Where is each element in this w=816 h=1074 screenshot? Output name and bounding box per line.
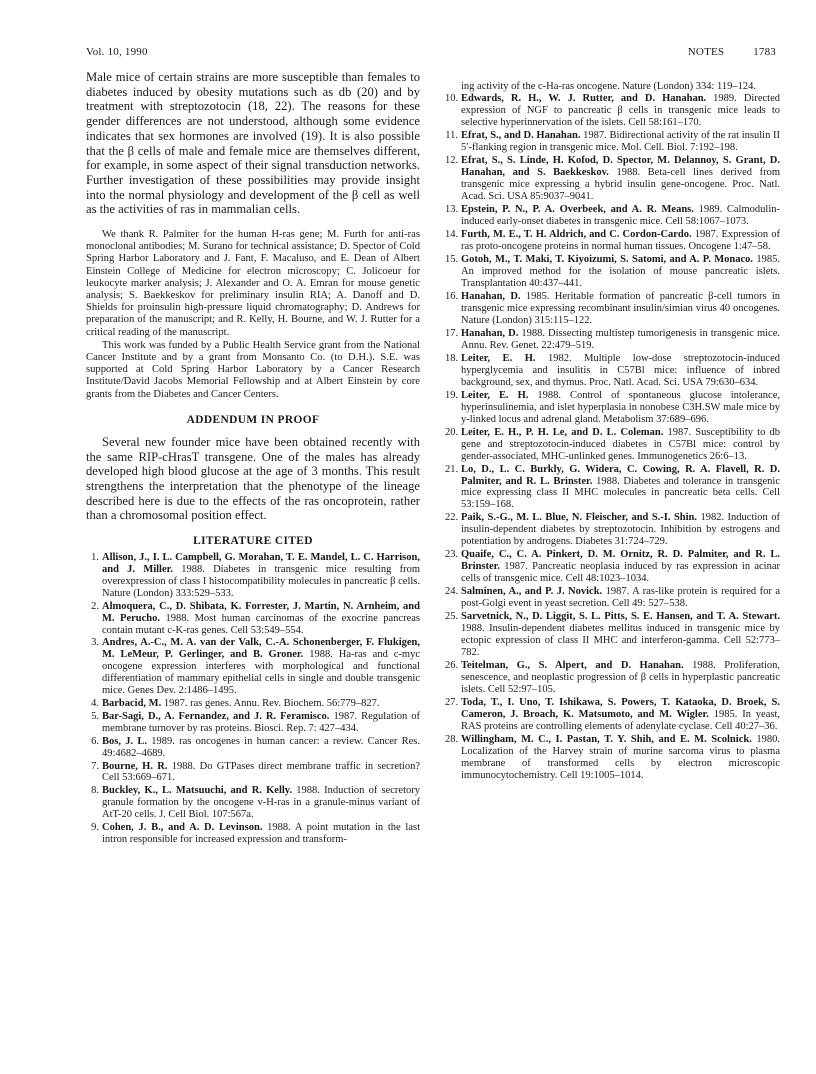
reference-number: 22. [445,512,459,524]
reference-number: 5. [91,710,99,722]
reference-text: 1989. Calmodulin-induced early-onset diabetes in transgenic mice. Cell 58:1067–1073. [461,204,780,228]
reference-text: 1987. Regulation of membrane turnover by ras proteins. Biosci. Rep. 7: 427–434. [102,710,420,734]
reference-item [86,711,420,735]
reference-item [445,586,780,610]
reference-list-left [86,552,420,846]
reference-text: 1982. Multiple low-dose streptozotocin-induced hyperglycemia and insulitis in C57Bl mice: influence of inbred background, sex, and thymus. Proc. Natl. Acad. Sci. USA 79:630–634. [461,352,780,388]
reference-authors: Teitelman, G., S. Alpert, and D. Hanahan. [461,660,684,672]
reference-item [86,552,420,600]
reference-item [86,785,420,821]
reference-item [445,229,780,253]
reference-authors: Cohen, J. B., and A. D. Levinson. [102,822,263,834]
running-head-right [662,46,776,58]
reference-text: 1988. Induction of secretory granule formation by the oncogene v-H-ras in a granule-minus variant of AtT-20 cells. J. Cell Biol. 107:567a. [102,785,421,821]
reference-text: 1987. Pancreatic neoplasia induced by ras expression in acinar cells of transgenic mice. Cell 48:1023–1034. [461,561,780,585]
reference-item [445,130,780,154]
reference-number: 6. [91,735,99,747]
reference-authors: Gotoh, M., T. Maki, T. Kiyoizumi, S. Satomi, and A. P. Monaco. [461,254,754,266]
addendum-heading: ADDENDUM IN PROOF [186,413,320,426]
reference-text: 1988. Ha-ras and c-myc oncogene expression interferes with morphological and functional differentiation of mammary epithelial cells in single and double transgenic mice. Genes Dev. 2:1486–1495. [102,649,420,697]
reference-number: 1. [91,552,99,564]
reference-authors: Bos, J. L. [102,735,147,747]
reference-item [445,328,780,352]
reference-item [445,353,780,389]
reference-text: 1987. A ras-like protein is required for a post-Golgi event in yeast secretion. Cell 49: 527–538. [461,586,780,610]
reference-item [445,549,780,585]
acknowledgments-paragraph: We thank R. Palmiter for the human H-ras gene; M. Furth for anti-ras monoclonal antibodies; M. Surano for technical assistance; D. Spector of Cold Spring Harbor Laboratory and J. Fant, F. Macaluso, and E. Dean of Albert Einstein College of Medicine for electron microscopy; C. Jolicoeur for leukocyte marker analysis; J. Alexander and O. A. Emran for mouse genetic analysis; S. Baekkeskov for preliminary insulin RIA; A. Danoff and D. Shields for proinsulin high-pressure liquid chromatography; D. Andrews for preparation of the manuscript; and R. Kelly, H. Bourne, and W. J. Rutter for a critical reading of the manuscript. [86,229,420,338]
page-number: 1783 [753,46,776,58]
reference-item [86,736,420,760]
reference-authors: Paik, S.-G., M. L. Blue, N. Fleischer, and S.-I. Shin. [461,512,698,524]
reference-item [86,698,420,710]
reference-text: 1982. Induction of insulin-dependent diabetes by streptozotocin. Inhibition by estrogens and potentiation by androgens. Diabetes 31:724–729. [461,512,780,548]
reference-number: 2. [91,600,99,612]
reference-text: 1988. A point mutation in the last intron responsible for increased expression and transform- [102,822,420,845]
reference-number: 27. [445,697,459,708]
reference-text: 1988. Diabetes and tolerance in transgenic mice expressing class II MHC molecules in pancreatic beta cells. Cell 53:159–168. [461,475,780,511]
reference-item [86,761,420,785]
reference-text: 1988. Insulin-dependent diabetes mellitus induced in transgenic mice by ectopic expression of class II MHC and interferon-gamma. Cell 52:773–782. [461,623,780,658]
reference-number: 7. [91,760,99,772]
reference-authors: Andres, A.-C., M. A. van der Valk, C.-A. Schonenberger, F. Flukigen, M. LeMeur, P. Gerlinger, and B. Groner. [102,637,420,661]
reference-item [445,254,780,290]
reference-text: 1985. An improved method for the isolation of mouse pancreatic islets. Transplantation 40:437–441. [461,254,781,289]
reference-number: 17. [445,327,459,339]
reference-number: 25. [445,611,459,623]
reference-item [445,427,780,463]
reference-text: 1988. Dissecting multistep tumorigenesis in transgenic mice. Annu. Rev. Genet. 22:479–519. [461,327,780,351]
reference-text: 1988. Most human carcinomas of the exocrine pancreas contain mutant c-K-ras genes. Cell 53:549–554. [102,612,420,636]
reference-authors: Barbacid, M. [102,697,162,709]
reference-number: 9. [91,822,99,834]
reference-number: 23. [445,549,459,561]
reference-authors: Leiter, E. H. [461,389,529,401]
reference-authors: Quaife, C., C. A. Pinkert, D. M. Ornitz, R. D. Palmiter, and R. L. Brinster. [461,549,780,573]
reference-number: 26. [445,660,459,672]
reference-item [86,637,420,697]
reference-item [86,601,420,637]
reference-number: 13. [445,204,459,216]
reference-authors: Efrat, S., and D. Hanahan. [461,130,581,142]
reference-authors: Almoquera, C., D. Shibata, K. Forrester, J. Martin, N. Arnheim, and M. Perucho. [102,600,420,624]
reference-text: 1987. Bidirectional activity of the rat insulin II 5′-flanking region in transgenic mice. Mol. Cell. Biol. 7:192–198. [461,130,780,154]
reference-item [445,697,780,733]
reference-number: 4. [91,697,99,709]
reference-item [445,155,780,203]
reference-item [445,464,780,512]
reference-item [445,93,780,129]
reference-number: 3. [91,637,99,649]
reference-number: 20. [445,426,459,438]
volume-label: Vol. 10, 1990 [86,46,148,58]
reference-authors: Bar-Sagi, D., A. Fernandez, and J. R. Feramisco. [102,710,330,722]
reference-authors: Sarvetnick, N., D. Liggit, S. L. Pitts, S. E. Hansen, and T. A. Stewart. [461,611,780,623]
reference-number: 21. [445,463,459,475]
reference-number: 16. [445,291,459,303]
reference-item [445,611,780,659]
reference-text: 1985. In yeast, RAS proteins are controlling elements of adenylate cyclase. Cell 40:27–36. [461,708,781,732]
reference-item [445,390,780,426]
reference-authors: Furth, M. E., T. H. Aldrich, and C. Cordon-Cardo. [461,229,692,241]
right-column [445,70,780,783]
reference-text: 1988. Control of spontaneous glucose intolerance, hyperinsulinemia, and islet hyperplasia in nonobese C3H.SW male mice by y-linked locus and adrenal gland. Metabolism 37:689–696. [461,389,780,425]
reference-authors: Bourne, H. R. [102,760,168,772]
reference-continuation: ing activity of the c-Ha-ras oncogene. Nature (London) 334: 119–124. [461,80,756,92]
reference-number: 18. [445,352,459,364]
intro-paragraph: Male mice of certain strains are more susceptible than females to diabetes induced by obesity mutations such as db (20) and by treatment with streptozotocin (18, 22). The reasons for these gender differences are not understood, although some evidence indicates that sex hormones are involved (19). It is also possible that the β cells of male and female mice are themselves different, for example, in some aspect of their signal transduction networks. Further investigation of these possibilities may provide insight into the normal physiology and development of the β cell as well as the activities of ras in mammalian cells. [86,70,420,217]
reference-text: 1985. Heritable formation of pancreatic β-cell tumors in transgenic mice expressing recombinant insulin/simian virus 40 oncogenes. Nature (London) 315:115–122. [461,291,780,326]
reference-number: 15. [445,254,459,266]
reference-number: 14. [445,229,459,241]
reference-text: 1988. Do GTPases direct membrane traffic in secretion? Cell 53:669–671. [102,760,420,784]
reference-item [445,291,780,327]
reference-item [445,660,780,696]
reference-item [445,734,780,782]
reference-authors: Lo, D., L. C. Burkly, G. Widera, C. Cowing, R. A. Flavell, R. D. Palmiter, and R. L. Brinster. [461,463,780,487]
reference-number: 28. [445,733,459,745]
reference-authors: Allison, J., I. L. Campbell, G. Morahan, T. E. Mandel, L. C. Harrison, and J. Miller. [102,552,420,575]
reference-number: 24. [445,586,459,598]
reference-text: 1989. Directed expression of NGF to pancreatic β cells in transgenic mice leads to selective hyperinnervation of the islets. Cell 58:161–170. [461,93,780,129]
reference-authors: Salminen, A., and P. J. Novick. [461,586,603,598]
reference-item [445,512,780,548]
reference-authors: Hanahan, D. [461,327,519,339]
reference-number: 11. [445,130,458,142]
reference-text: 1989. ras oncogenes in human cancer: a review. Cancer Res. 49:4682–4689. [102,735,421,759]
reference-text: 1980. Localization of the Harvey strain of murine sarcoma virus to plasma membrane of transformed cells by electron microscopic immunocytochemistry. Cell 19:1005–1014. [461,733,781,781]
reference-authors: Epstein, P. N., P. A. Overbeek, and A. R. Means. [461,204,694,216]
funding-paragraph: This work was funded by a Public Health Service grant from the National Cancer Institute and by a grant from Monsanto Co. (to D.H.). S.E. was supported at Cold Spring Harbor Laboratory by a Cancer Research Institute/David Jacobs Memorial Fellowship and at Albert Einstein by core grants from the Diabetes and Cancer Centers. [86,339,420,400]
left-column [86,70,420,847]
reference-list-right [445,93,780,781]
addendum-paragraph: Several new founder mice have been obtained recently with the same RIP-cHrasT transgene. One of the males has already developed high blood glucose at the age of 3 months. This result strengthens the interpretation that the phenotype of the lineage described here is due to the effects of the ras oncoprotein, rather than a chromosomal position effect. [86,434,420,523]
reference-number: 12. [445,155,459,167]
reference-item [445,204,780,228]
reference-text: 1987. Susceptibility to db gene and streptozotocin-induced diabetes in C57Bl mice: control by gender-associated, MHC-unlinked genes. Immunogenetics 26:6–13. [461,426,781,462]
reference-authors: Toda, T., I. Uno, T. Ishikawa, S. Powers, T. Kataoka, D. Broek, S. Cameron, J. Broach, K. Matsumoto, and M. Wigler. [461,697,780,720]
reference-authors: Buckley, K., L. Matsuuchi, and R. Kelly. [102,785,293,797]
reference-text: 1987. Expression of ras proto-oncogene proteins in normal human tissues. Oncogene 1:47–58. [461,229,780,253]
reference-text: 1987. ras genes. Annu. Rev. Biochem. 56:779–827. [161,697,380,709]
reference-text: 1988. Diabetes in transgenic mice resulting from overexpression of class I histocompatibility molecules in pancreatic β cells. Nature (London) 333:529–533. [102,564,420,599]
reference-number: 10. [445,93,459,105]
running-head [86,46,776,62]
reference-number: 19. [445,389,459,401]
section-label: NOTES [687,46,725,58]
reference-authors: Efrat, S., S. Linde, H. Kofod, D. Spector, M. Delannoy, S. Grant, D. Hanahan, and S. Baekkeskov. [461,155,780,179]
reference-text: 1988. Beta-cell lines derived from transgenic mice expressing a hybrid insulin gene-oncogene. Proc. Natl. Acad. Sci. USA 85:9037–9041. [461,167,780,203]
reference-authors: Hanahan, D. [461,291,521,303]
reference-authors: Leiter, E. H. [461,352,536,364]
reference-authors: Willingham, M. C., I. Pastan, T. Y. Shih, and E. M. Scolnick. [461,733,752,745]
reference-text: 1988. Proliferation, senescence, and neoplastic progression of β cells in hyperplastic pancreatic islets. Cell 52:97–105. [461,660,781,695]
reference-item [86,822,420,846]
reference-authors: Edwards, R. H., W. J. Rutter, and D. Hanahan. [461,93,707,105]
reference-authors: Leiter, E. H., P. H. Le, and D. L. Coleman. [461,426,664,438]
reference-number: 8. [91,785,99,797]
literature-cited-heading: LITERATURE CITED [193,535,313,548]
